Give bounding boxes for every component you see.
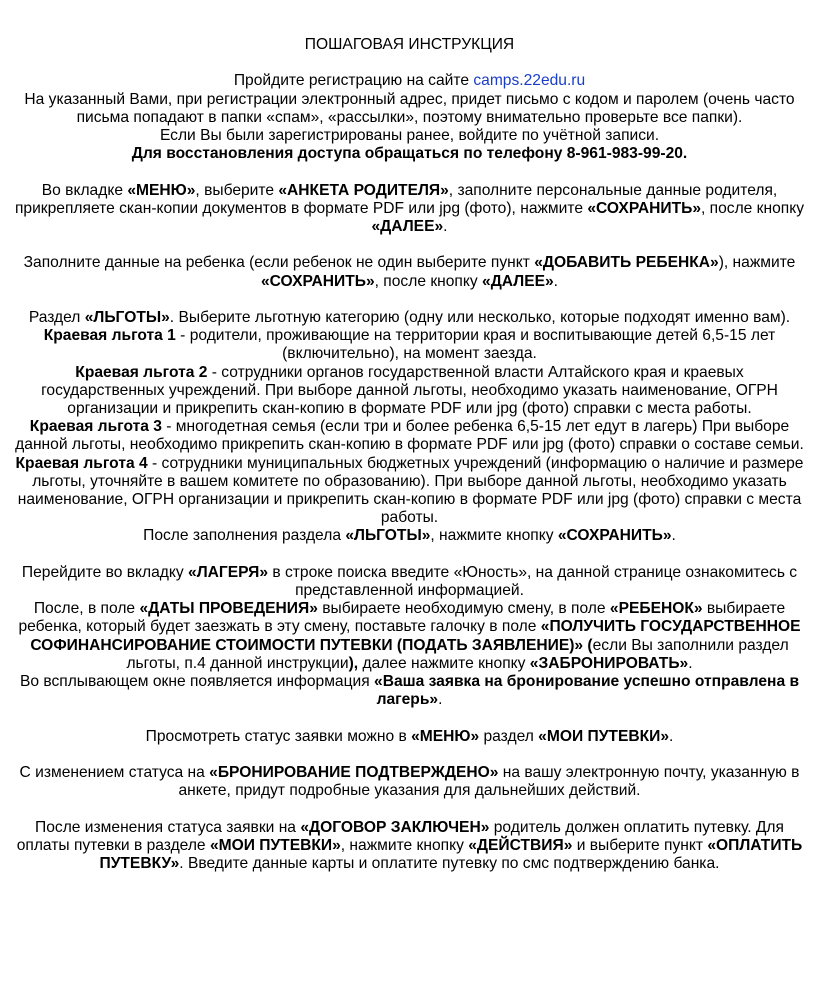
benefit-2 [12, 364, 807, 419]
benefit-1 [12, 327, 807, 363]
email-notice: На указанный Вами, при регистрации электронный адрес, придет письмо с кодом и паролем (очень часто письма попадают в папки «спам», «рассылки», поэтому внимательно проверьте все папки). [24, 90, 795, 126]
step-camps-popup [12, 673, 807, 709]
text: Просмотреть статус заявки можно в [145, 727, 412, 745]
benefit-4-name: Краевая льгота 4 [15, 454, 148, 472]
menu-tab-ref: «МЕНЮ» [411, 727, 480, 745]
spacer [12, 163, 807, 181]
spacer [12, 236, 807, 254]
spacer [12, 800, 807, 818]
step-status-paragraph [12, 728, 807, 746]
text: Заполните данные на ребенка (если ребенок не один выберите пункт [23, 254, 535, 272]
my-vouchers-ref: «МОИ ПУТЕВКИ» [209, 836, 341, 854]
benefit-3-text: - многодетная семья (если три и более ребенка 6,5-15 лет едут в лагерь) При выборе данной льготы, необходимо прикрепить скан-копию в формате PDF или jpg (фото) справки о составе семьи. [15, 418, 804, 454]
login-notice: Если Вы были зарегистрированы ранее, войдите по учётной записи. [159, 127, 660, 144]
benefit-2-text: - сотрудники органов государственной власти Алтайского края и краевых государственных учреждений. При выборе данной льготы, необходимо указать наименование, ОГРН организации и прикрепить скан-копию в формате PDF или jpg (фото) справки с места работы. [41, 363, 778, 417]
pay-voucher-ref: «ОПЛАТИТЬ ПУТЕВКУ» [99, 836, 803, 873]
text: . Введите данные карты и оплатите путевку по смс подтверждению банка. [179, 855, 720, 873]
text: раздел [479, 727, 539, 745]
text: и выберите пункт [572, 836, 708, 854]
restore-notice [12, 145, 807, 163]
text: выбираете ребенка, который будет заезжать в эту смену, поставьте галочку в поле [18, 600, 786, 636]
add-child-ref: «ДОБАВИТЬ РЕБЕНКА» [534, 254, 719, 272]
step-payment-paragraph [12, 819, 807, 874]
text: . [671, 527, 676, 545]
benefit-1-name: Краевая льгота 1 [43, 327, 176, 345]
text: С изменением статуса на [19, 764, 210, 782]
save-button-ref: «СОХРАНИТЬ» [587, 199, 701, 217]
benefit-4-text: - сотрудники муниципальных бюджетных учреждений (информацию о наличие и размере льготы, уточняйте в вашем комитете по образованию). При выборе данной льготы, необходимо указать наименование, ОГРН организации и прикрепить скан-копию в формате PDF или jpg (фото) справки с места работы. [17, 454, 804, 527]
register-prefix: Пройдите регистрацию на сайте [233, 72, 474, 90]
benefit-1-text: - родители, проживающие на территории края и воспитывающие детей 6,5-15 лет (включительно), на момент заезда. [175, 327, 776, 363]
child-field-ref: «РЕБЕНОК» [609, 600, 703, 618]
spacer [12, 54, 807, 72]
popup-message-ref: «Ваша заявка на бронирование успешно отправлена в лагерь» [374, 673, 800, 709]
text: Во вкладке [41, 181, 128, 199]
benefits-section-ref: «ЛЬГОТЫ» [345, 527, 431, 545]
camps-tab-ref: «ЛАГЕРЯ» [188, 563, 269, 581]
next-button-ref: «ДАЛЕЕ» [482, 272, 554, 290]
text: После заполнения раздела [143, 527, 346, 545]
benefits-section-ref: «ЛЬГОТЫ» [84, 308, 170, 326]
menu-tab-ref: «МЕНЮ» [127, 181, 196, 199]
dates-field-ref: «ДАТЫ ПРОВЕДЕНИЯ» [139, 600, 318, 618]
text: После, в поле [33, 600, 140, 618]
save-button-ref: «СОХРАНИТЬ» [260, 272, 375, 290]
spacer [12, 709, 807, 727]
text: . [553, 272, 559, 290]
text: в строке поиска введите «Юность», на данной странице ознакомитесь с представленной информацией. [268, 563, 798, 600]
spacer [12, 546, 807, 564]
text: , заполните персональные данные родителя, прикрепляете скан-копии документов в формате PDF или jpg (фото), нажмите [14, 181, 778, 217]
my-vouchers-ref: «МОИ ПУТЕВКИ» [538, 727, 669, 745]
text: ), нажмите [718, 254, 796, 272]
text: , выберите [195, 181, 279, 199]
text: Перейдите во вкладку [21, 563, 189, 581]
text: , после кнопку [374, 272, 483, 290]
text: родитель должен оплатить путевку. Для оплаты путевки в разделе [16, 818, 784, 854]
site-link[interactable]: camps.22edu.ru [473, 72, 586, 90]
step-benefits-intro [12, 309, 807, 327]
benefit-4 [12, 455, 807, 528]
step-confirmed-paragraph [12, 764, 807, 800]
benefit-3 [12, 418, 807, 454]
text: После изменения статуса заявки на [35, 818, 301, 836]
spacer [12, 746, 807, 764]
next-button-ref: «ДАЛЕЕ» [371, 218, 444, 235]
cofinancing-checkbox-ref: «ПОЛУЧИТЬ ГОСУДАРСТВЕННОЕ СОФИНАНСИРОВАНИЕ СТОИМОСТИ ПУТЕВКИ (ПОДАТЬ ЗАЯВЛЕНИЕ)» [30, 618, 801, 654]
restore-phone-text: Для восстановления доступа обращаться по телефону 8-961-983-99-20. [131, 145, 688, 163]
document-title: ПОШАГОВАЯ ИНСТРУКЦИЯ [304, 36, 515, 53]
benefits-after [12, 527, 807, 545]
paren-open: ( [583, 636, 593, 654]
text: . [438, 691, 443, 709]
contract-status-ref: «ДОГОВОР ЗАКЛЮЧЕН» [300, 818, 490, 836]
text: на вашу электронную почту, указанную в анкете, придут подробные указания для дальнейших действий. [178, 764, 800, 800]
text: . Выберите льготную категорию (одну или несколько, которые подходят именно вам). [169, 308, 791, 326]
text: Раздел [28, 308, 85, 326]
paren-close: ), [348, 654, 359, 672]
step-child-paragraph [12, 254, 807, 290]
save-button-ref: «СОХРАНИТЬ» [557, 527, 672, 545]
register-line [12, 72, 807, 90]
book-button-ref: «ЗАБРОНИРОВАТЬ» [529, 654, 689, 672]
benefit-2-name: Краевая льгота 2 [75, 363, 208, 381]
text: , нажмите кнопку [340, 836, 469, 854]
text: . [669, 727, 674, 745]
text: , нажмите кнопку [430, 527, 558, 545]
text: . [688, 654, 693, 672]
step-camps-booking [12, 600, 807, 673]
text: далее нажмите кнопку [358, 654, 530, 672]
benefit-3-name: Краевая льгота 3 [29, 418, 162, 436]
text: если Вы заполнили раздел льготы, п.4 данной инструкции [126, 636, 789, 672]
text: выбираете необходимую смену, в поле [317, 600, 610, 618]
confirmed-status-ref: «БРОНИРОВАНИЕ ПОДТВЕРЖДЕНО» [209, 764, 499, 782]
step-camps-intro [12, 564, 807, 600]
text: . [443, 218, 448, 235]
text: , после кнопку [701, 199, 805, 217]
text: Во всплывающем окне появляется информация [19, 673, 375, 691]
actions-button-ref: «ДЕЙСТВИЯ» [468, 836, 573, 854]
step-menu-paragraph [12, 182, 807, 237]
parent-form-ref: «АНКЕТА РОДИТЕЛЯ» [278, 181, 449, 199]
spacer [12, 291, 807, 309]
